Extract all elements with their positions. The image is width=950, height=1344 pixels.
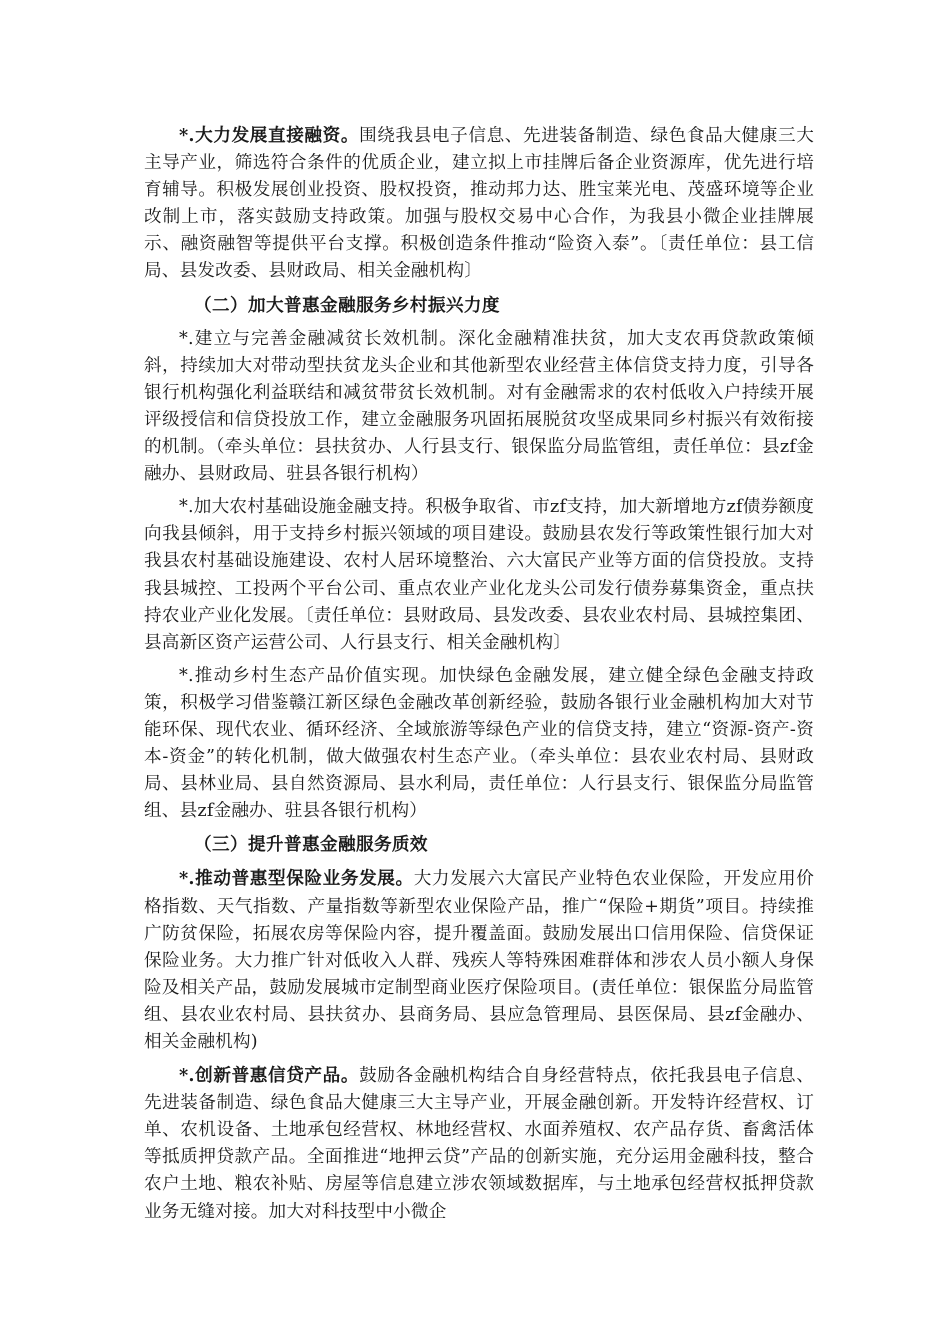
paragraph-text: 围绕我县电子信息、先进装备制造、绿色食品大健康三大主导产业，筛选符合条件的优质企业，建立拟上市挂牌后备企业资源库，优先进行培育辅导。积极发展创业投资、股权投资，推动邦力达、胜宝莱光电、茂盛环境等企业改制上市，落实鼓励支持政策。加强与股权交易中心合作，为我县小微企业挂牌展示、融资融智等提供平台支撑。积极创造条件推动“险资入泰”。〔责任单位：县工信局、县发改委、县财政局、相关金融机构〕 bbox=[144, 126, 814, 282]
section-heading-rural-revitalization: （二）加大普惠金融服务乡村振兴力度 bbox=[194, 294, 500, 316]
paragraph-ecological-products bbox=[144, 663, 814, 826]
paragraph-poverty-mechanism bbox=[144, 326, 814, 489]
paragraph-text: 鼓励各金融机构结合自身经营特点，依托我县电子信息、先进装备制造、绿色食品大健康三大主导产业，开展金融创新。开发特许经营权、订单、农机设备、土地承包经营权、林地经营权、水面养殖权、农产品存货、畜禽活体等抵质押贷款产品。全面推进“地押云贷”产品的创新实施，充分运用金融科技，整合农户土地、粮农补贴、房屋等信息建立涉农领域数据库，与土地承包经营权抵押贷款业务无缝对接。加大对科技型中小微企 bbox=[144, 1066, 814, 1222]
paragraph-lead: *.创新普惠信贷产品。 bbox=[179, 1065, 360, 1087]
section-heading-service-quality: （三）提升普惠金融服务质效 bbox=[194, 834, 428, 856]
paragraph-inclusive-insurance bbox=[144, 865, 814, 1056]
paragraph-direct-financing bbox=[144, 122, 814, 286]
paragraph-rural-infrastructure bbox=[144, 494, 814, 657]
document-page bbox=[144, 122, 814, 1232]
paragraph-text: 大力发展六大富民产业特色农业保险，开发应用价格指数、天气指数、产量指数等新型农业保险产品，推广“保险+期货”项目。持续推广防贫保险，拓展农房等保险内容，提升覆盖面。鼓励发展出口信用保险、信贷保证保险业务。大力推广针对低收入人群、残疾人等特殊困难群体和涉农人员小额人身保险及相关产品，鼓励发展城市定制型商业医疗保险项目。(责任单位：银保监分局监管组、县农业农村局、县扶贫办、县商务局、县应急管理局、县医保局、县zf金融办、相关金融机构) bbox=[144, 869, 814, 1052]
paragraph-text: *.推动乡村生态产品价值实现。加快绿色金融发展，建立健全绿色金融支持政策，积极学习借鉴赣江新区绿色金融改革创新经验，鼓励各银行业金融机构加大对节能环保、现代农业、循环经济、全域旅游等绿色产业的信贷支持，建立“资源-资产-资本-资金”的转化机制，做大做强农村生态产业。（牵头单位：县农业农村局、县财政局、县林业局、县自然资源局、县水利局，责任单位：人行县支行、银保监分局监管组、县zf金融办、驻县各银行机构） bbox=[144, 665, 814, 822]
paragraph-lead: *.大力发展直接融资。 bbox=[179, 125, 360, 146]
paragraph-lead: *.推动普惠型保险业务发展。 bbox=[179, 868, 414, 890]
paragraph-credit-products bbox=[144, 1062, 814, 1226]
paragraph-text: *.建立与完善金融减贫长效机制。深化金融精准扶贫，加大支农再贷款政策倾斜，持续加大对带动型扶贫龙头企业和其他新型农业经营主体信贷支持力度，引导各银行机构强化利益联结和减贫带贫长效机制。对有金融需求的农村低收入户持续开展评级授信和信贷投放工作，建立金融服务巩固拓展脱贫攻坚成果同乡村振兴有效衔接的机制。（牵头单位：县扶贫办、人行县支行、银保监分局监管组，责任单位：县zf金融办、县财政局、驻县各银行机构） bbox=[144, 328, 814, 485]
paragraph-text: *.加大农村基础设施金融支持。积极争取省、市zf支持，加大新增地方zf债券额度向我县倾斜，用于支持乡村振兴领域的项目建设。鼓励县农发行等政策性银行加大对我县农村基础设施建设、农村人居环境整治、六大富民产业等方面的信贷投放。支持我县城控、工投两个平台公司、重点农业产业化龙头公司发行债券募集资金，重点扶持农业产业化发展。〔责任单位：县财政局、县发改委、县农业农村局、县城控集团、县高新区资产运营公司、人行县支行、相关金融机构〕 bbox=[144, 497, 814, 653]
